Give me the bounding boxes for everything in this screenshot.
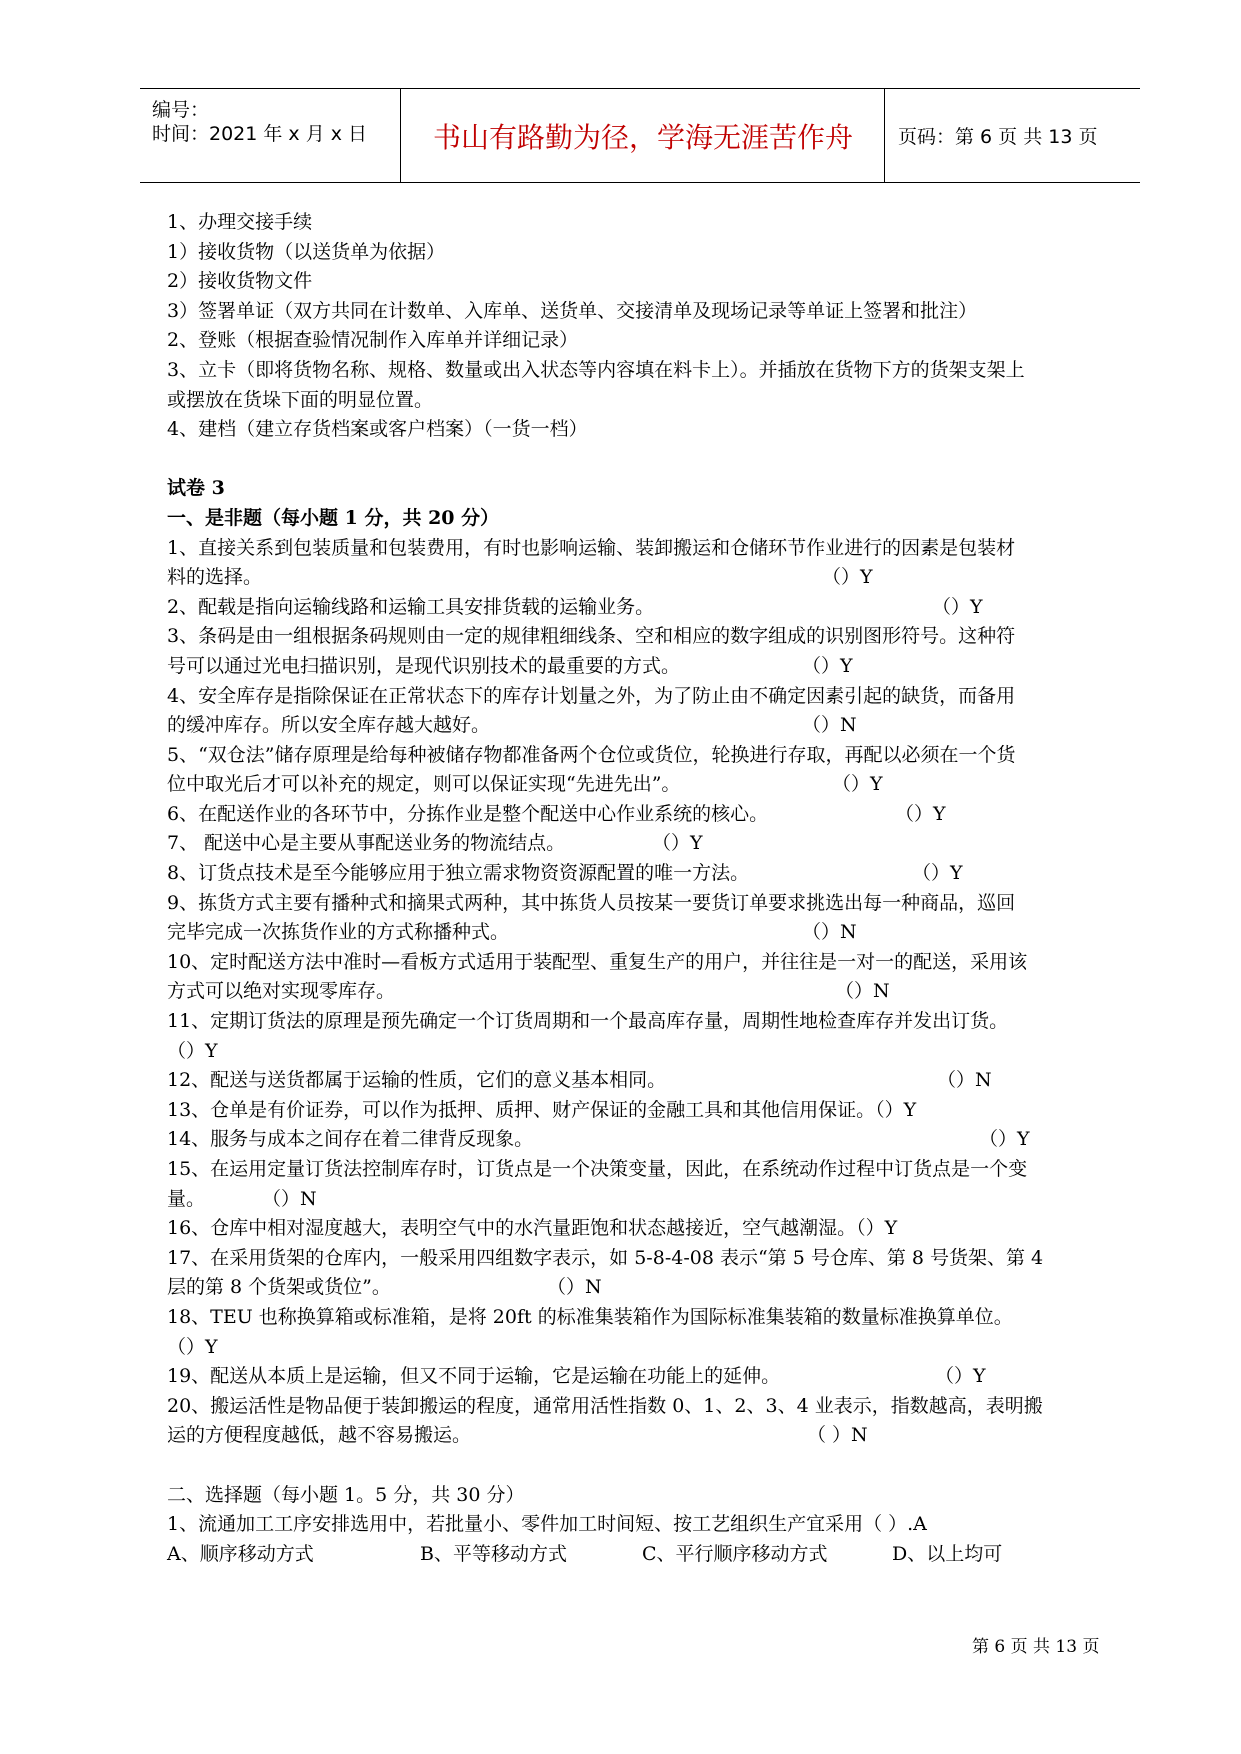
question-text: 4、安全库存是指除保证在正常状态下的库存计划量之外，为了防止由不确定因素引起的缺货，而备用 bbox=[167, 684, 1016, 707]
header-divider-left bbox=[400, 89, 401, 182]
question-line bbox=[167, 652, 1137, 682]
answer-mark: （）N bbox=[835, 980, 890, 1003]
question-line bbox=[167, 977, 1137, 1007]
question-text: 料的选择。 bbox=[167, 566, 263, 589]
content-line: 4、建档（建立存货档案或客户档案）（一货一档） bbox=[167, 418, 588, 441]
question-text: 16、仓库中相对湿度越大，表明空气中的水汽量距饱和状态越接近，空气越潮湿。（）Y bbox=[167, 1217, 898, 1240]
answer-mark: （）Y bbox=[822, 566, 873, 589]
question-text: 层的第 8 个货架或货位”。 bbox=[167, 1276, 391, 1299]
answer-mark: （）Y bbox=[802, 654, 853, 677]
question-text: 5、“双仓法”储存原理是给每种被储存物都准备两个仓位或货位，轮换进行存取，再配以必须在一个货 bbox=[167, 743, 1016, 766]
question-text: （）Y bbox=[167, 1335, 218, 1358]
question-text: 8、订货点技术是至今能够应用于独立需求物资资源配置的唯一方法。 bbox=[167, 862, 750, 885]
question-line bbox=[167, 948, 1137, 978]
header-motto: 书山有路勤为径，学海无涯苦作舟 bbox=[432, 120, 853, 154]
content-line: 1、办理交接手续 bbox=[167, 211, 313, 233]
question-line bbox=[167, 1244, 1137, 1274]
question-line bbox=[167, 1273, 1137, 1303]
question-line bbox=[167, 1303, 1137, 1333]
question-text: 的缓冲库存。所以安全库存越大越好。 bbox=[167, 714, 491, 737]
question-line bbox=[167, 1214, 1137, 1244]
question-line bbox=[167, 1421, 1137, 1451]
question-text: 7、 配送中心是主要从事配送业务的物流结点。 bbox=[167, 832, 566, 855]
answer-mark: （）Y bbox=[895, 802, 946, 825]
answer-mark: （）Y bbox=[912, 862, 963, 885]
question-line bbox=[167, 829, 1137, 859]
document-date: 时间：2021 年 x 月 x 日 bbox=[152, 123, 368, 145]
choice-options-row bbox=[167, 1540, 1137, 1570]
content-line: 1）接收货物（以送货单为依据） bbox=[167, 240, 446, 263]
question-text: 12、配送与送货都属于运输的性质，它们的意义基本相同。 bbox=[167, 1069, 667, 1092]
answer-mark: （）N bbox=[937, 1069, 992, 1092]
question-text: （）Y bbox=[167, 1039, 218, 1062]
question-line bbox=[167, 1333, 1137, 1363]
question-line bbox=[167, 1007, 1137, 1037]
header-page-code: 页码：第 6 页 共 13 页 bbox=[898, 126, 1098, 148]
answer-mark: （ ）N bbox=[807, 1424, 868, 1447]
page-header bbox=[140, 88, 1140, 183]
question-line bbox=[167, 889, 1137, 919]
question-line bbox=[167, 1155, 1137, 1185]
question-line bbox=[167, 682, 1137, 712]
question-text: 14、服务与成本之间存在着二律背反现象。 bbox=[167, 1128, 534, 1151]
question-text: 6、在配送作业的各环节中，分拣作业是整个配送中心作业系统的核心。 bbox=[167, 802, 769, 825]
answer-mark: （）N bbox=[262, 1187, 317, 1210]
answer-mark: （）Y bbox=[932, 595, 983, 618]
question-text: 方式可以绝对实现零库存。 bbox=[167, 980, 396, 1003]
choice-question: 1、流通加工工序安排选用中，若批量小、零件加工时间短、按工艺组织生产宜采用（ ）.A bbox=[167, 1513, 927, 1536]
question-text: 11、定期订货法的原理是预先确定一个订货周期和一个最高库存量，周期性地检查库存并发出订货。 bbox=[167, 1010, 1009, 1033]
page-footer: 第 6 页 共 13 页 bbox=[972, 1637, 1100, 1657]
answer-mark: （）Y bbox=[652, 832, 703, 855]
question-text: 3、条码是由一组根据条码规则由一定的规律粗细线条、空和相应的数字组成的识别图形符号。这种符 bbox=[167, 625, 1016, 648]
question-text: 2、配载是指向运输线路和运输工具安排货载的运输业务。 bbox=[167, 595, 655, 618]
answer-mark: （）Y bbox=[979, 1128, 1030, 1151]
answer-mark: （）N bbox=[547, 1276, 602, 1299]
question-line bbox=[167, 741, 1137, 771]
content-line: 2）接收货物文件 bbox=[167, 270, 313, 293]
question-line bbox=[167, 711, 1137, 741]
page-content bbox=[167, 208, 1137, 1569]
question-line bbox=[167, 1125, 1137, 1155]
question-line bbox=[167, 1037, 1137, 1067]
question-line bbox=[167, 1066, 1137, 1096]
exam-title: 试卷 3 bbox=[167, 477, 225, 500]
answer-mark: （）Y bbox=[832, 773, 883, 796]
question-line bbox=[167, 1392, 1137, 1422]
question-text: 10、定时配送方法中准时—看板方式适用于装配型、重复生产的用户，并往往是一对一的配送，采用该 bbox=[167, 950, 1028, 973]
question-text: 13、仓单是有价证券，可以作为抵押、质押、财产保证的金融工具和其他信用保证。（）Y bbox=[167, 1098, 917, 1121]
option-c: C、平行顺序移动方式 bbox=[642, 1542, 828, 1565]
question-text: 运的方便程度越低，越不容易搬运。 bbox=[167, 1424, 472, 1447]
option-d: D、以上均可 bbox=[892, 1542, 1003, 1565]
section-title-true-false: 一、是非题（每小题 1 分，共 20 分） bbox=[167, 506, 500, 529]
answer-mark: （）N bbox=[802, 714, 857, 737]
question-text: 18、TEU 也称换算箱或标准箱，是将 20ft 的标准集装箱作为国际标准集装箱的数量标准换算单位。 bbox=[167, 1305, 1013, 1328]
question-line bbox=[167, 1185, 1137, 1215]
question-text: 19、配送从本质上是运输，但又不同于运输，它是运输在功能上的延伸。 bbox=[167, 1365, 781, 1388]
content-line: 3、立卡（即将货物名称、规格、数量或出入状态等内容填在料卡上）。并插放在货物下方的货架支架上 bbox=[167, 358, 1025, 381]
question-text: 17、在采用货架的仓库内，一般采用四组数字表示，如 5-8-4-08 表示“第 5 号仓库、第 8 号货架、第 4 bbox=[167, 1246, 1044, 1269]
question-text: 20、搬运活性是物品便于装卸搬运的程度，通常用活性指数 0、1、2、3、4 业表示，指数越高，表明搬 bbox=[167, 1394, 1043, 1417]
header-info bbox=[152, 89, 400, 182]
question-text: 完毕完成一次拣货作业的方式称播种式。 bbox=[167, 921, 510, 944]
option-a: A、顺序移动方式 bbox=[167, 1542, 314, 1565]
question-line bbox=[167, 859, 1137, 889]
question-line bbox=[167, 593, 1137, 623]
question-text: 量。 bbox=[167, 1187, 206, 1210]
question-text: 1、直接关系到包装质量和包装费用，有时也影响运输、装卸搬运和仓储环节作业进行的因素是包装材 bbox=[167, 536, 1016, 559]
answer-mark: （）N bbox=[802, 921, 857, 944]
content-line: 2、登账（根据查验情况制作入库单并详细记录） bbox=[167, 329, 579, 352]
option-b: B、平等移动方式 bbox=[420, 1542, 567, 1565]
question-line bbox=[167, 918, 1137, 948]
question-line bbox=[167, 622, 1137, 652]
content-line: 或摆放在货垛下面的明显位置。 bbox=[167, 388, 434, 411]
question-text: 9、拣货方式主要有播种式和摘果式两种，其中拣货人员按某一要货订单要求挑选出每一种商品，巡回 bbox=[167, 891, 1016, 914]
question-line bbox=[167, 1096, 1137, 1126]
header-divider-right bbox=[884, 89, 885, 182]
question-line bbox=[167, 800, 1137, 830]
question-line bbox=[167, 534, 1137, 564]
question-line bbox=[167, 1362, 1137, 1392]
content-line: 3）签署单证（双方共同在计数单、入库单、送货单、交接清单及现场记录等单证上签署和批注） bbox=[167, 299, 978, 322]
question-text: 位中取光后才可以补充的规定，则可以保证实现“先进先出”。 bbox=[167, 773, 681, 796]
question-text: 15、在运用定量订货法控制库存时，订货点是一个决策变量，因此，在系统动作过程中订货点是一个变 bbox=[167, 1158, 1028, 1180]
document-number-label: 编号： bbox=[152, 99, 210, 121]
question-text: 号可以通过光电扫描识别，是现代识别技术的最重要的方式。 bbox=[167, 654, 681, 677]
question-line bbox=[167, 770, 1137, 800]
question-line bbox=[167, 563, 1137, 593]
answer-mark: （）Y bbox=[935, 1365, 986, 1388]
section-title-multiple-choice: 二、选择题（每小题 1。5 分，共 30 分） bbox=[167, 1483, 525, 1506]
